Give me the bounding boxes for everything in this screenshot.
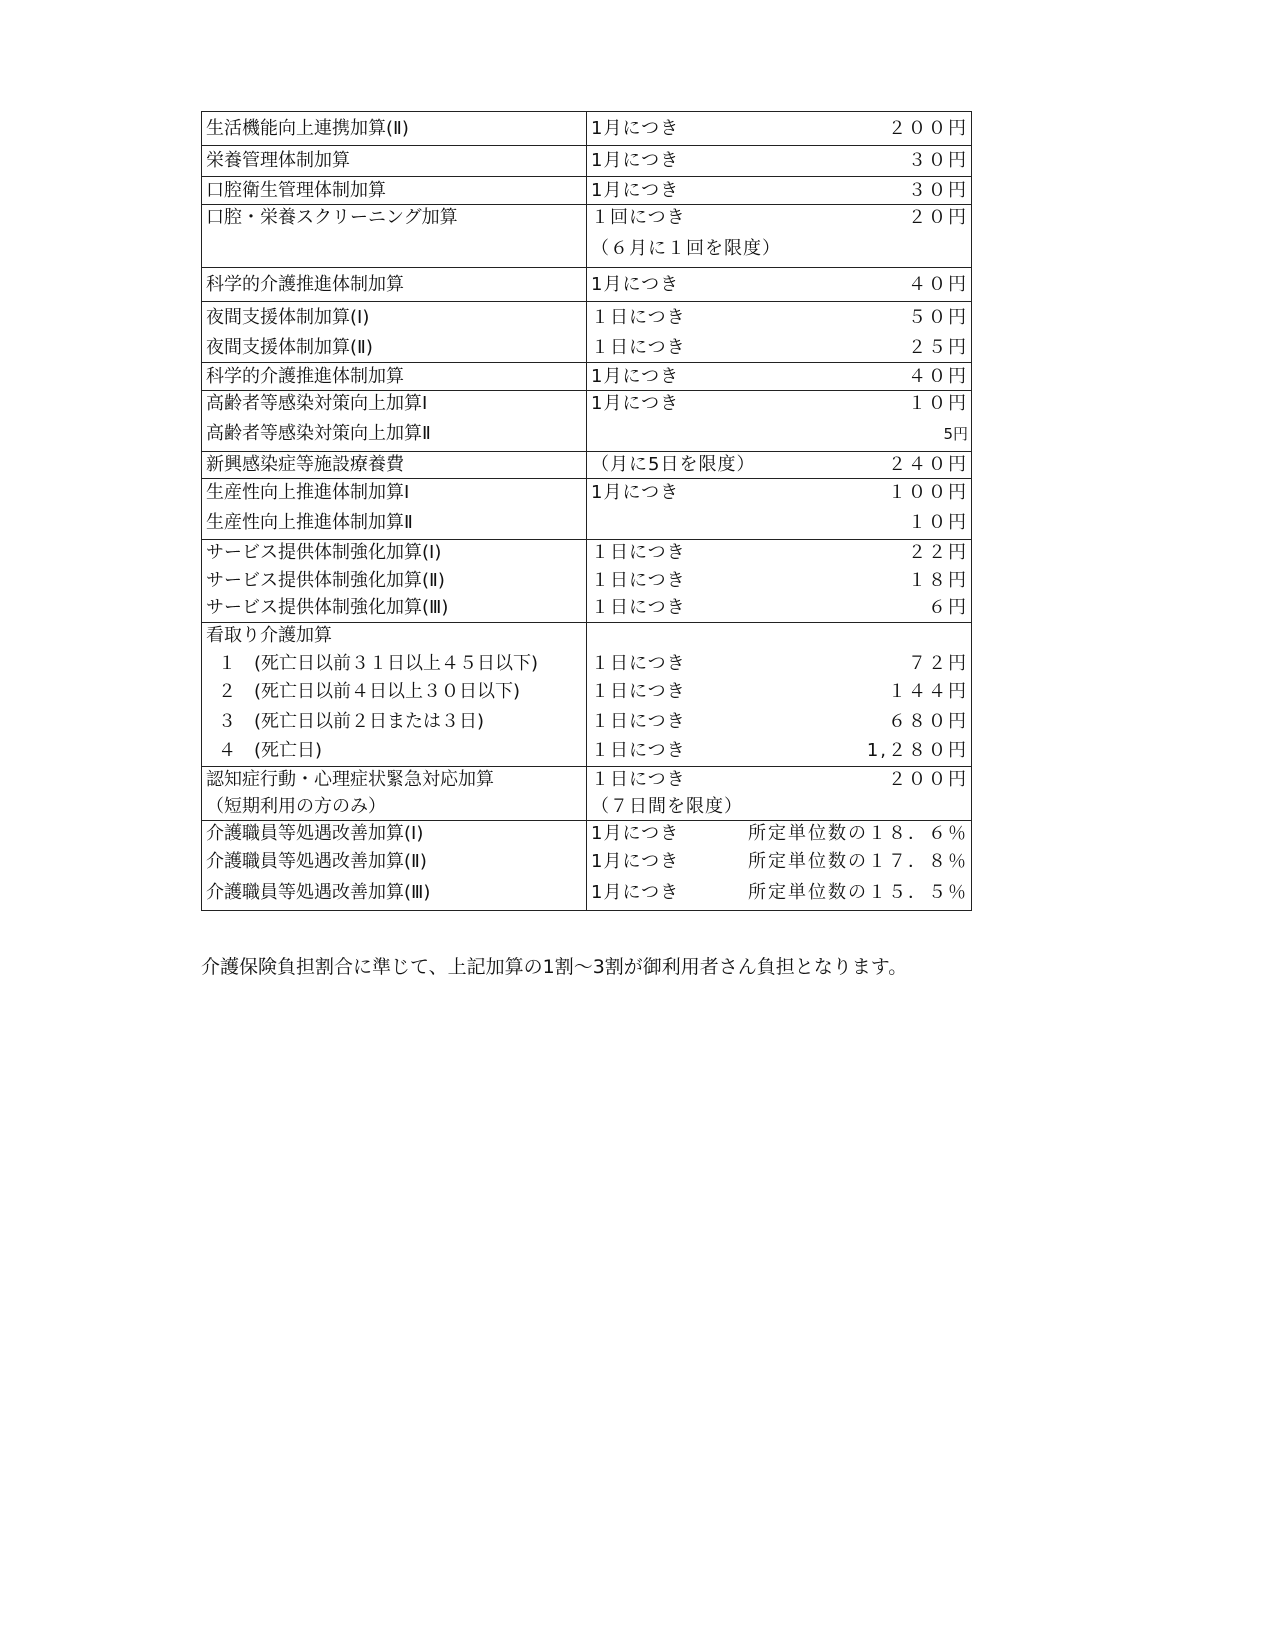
item-name-cell [202, 391, 587, 418]
fee-cell [587, 540, 972, 567]
table-row [202, 623, 972, 650]
table-row [202, 112, 972, 146]
table-row [202, 335, 972, 363]
table-row [202, 737, 972, 767]
table-row [202, 418, 972, 452]
fee-cell [587, 821, 972, 848]
item-name-cell [202, 848, 587, 876]
table-row [202, 177, 972, 205]
fee-cell [587, 678, 972, 707]
item-name-cell [202, 540, 587, 567]
item-name: ３ (死亡日以前２日または３日) [218, 710, 485, 732]
item-name: 高齢者等感染対策向上加算Ⅱ [206, 423, 431, 445]
fee-amount: ６８０円 [888, 710, 968, 732]
billing-unit: 1月につき [591, 117, 680, 139]
item-name-cell [202, 678, 587, 707]
fee-cell [587, 876, 972, 911]
item-name: 認知症行動・心理症状緊急対応加算 [206, 769, 494, 791]
table-row [202, 479, 972, 507]
item-name-cell [202, 821, 587, 848]
billing-unit: 1月につき [591, 850, 680, 872]
item-name-cell [202, 112, 587, 146]
fee-amount: ２５円 [908, 337, 968, 359]
item-name: 介護職員等処遇改善加算(Ⅲ) [206, 881, 431, 903]
fee-cell [587, 650, 972, 678]
fee-amount: １８円 [908, 569, 968, 591]
item-name-cell [202, 650, 587, 678]
fee-amount: ４０円 [908, 365, 968, 387]
fee-cell [587, 418, 972, 452]
item-name: 看取り介護加算 [206, 625, 332, 647]
table-row [202, 876, 972, 911]
fee-cell [587, 794, 972, 821]
fee-cell [587, 767, 972, 794]
fee-amount: ４０円 [908, 273, 968, 295]
billing-unit: （月に5日を限度） [591, 454, 756, 475]
billing-unit: １日につき [591, 307, 686, 329]
item-name-cell [202, 146, 587, 177]
billing-unit: １日につき [591, 681, 686, 702]
fee-amount: ２００円 [888, 117, 968, 139]
item-name: 口腔衛生管理体制加算 [206, 179, 386, 201]
fee-amount: １０円 [908, 511, 968, 533]
billing-unit: １回につき [591, 207, 686, 229]
table-row [202, 650, 972, 678]
table-row [202, 268, 972, 302]
fee-amount: １００円 [888, 481, 968, 503]
item-name-cell [202, 737, 587, 767]
item-name: 新興感染症等施設療養費 [206, 454, 404, 475]
fee-amount: １４４円 [888, 681, 968, 702]
billing-unit: 1月につき [591, 881, 680, 903]
fee-cell [587, 391, 972, 418]
item-name-cell [202, 595, 587, 623]
item-name: 介護職員等処遇改善加算(Ⅰ) [206, 823, 424, 845]
fee-cell [587, 707, 972, 737]
fee-amount: ７２円 [908, 652, 968, 674]
item-name: 生産性向上推進体制加算Ⅰ [206, 481, 410, 503]
item-name-cell [202, 363, 587, 391]
fee-cell [587, 335, 972, 363]
billing-unit: 1月につき [591, 273, 680, 295]
item-name: サービス提供体制強化加算(Ⅲ) [206, 597, 449, 619]
billing-unit: １日につき [591, 569, 686, 591]
billing-unit: 1月につき [591, 150, 680, 171]
item-name: 生産性向上推進体制加算Ⅱ [206, 511, 413, 533]
fee-amount: 所定単位数の１８．６％ [748, 823, 968, 845]
item-name: 口腔・栄養スクリーニング加算 [206, 207, 458, 229]
table-row [202, 540, 972, 567]
item-name: 介護職員等処遇改善加算(Ⅱ) [206, 850, 427, 872]
table-row [202, 391, 972, 418]
billing-unit: １日につき [591, 652, 686, 674]
table-row [202, 205, 972, 232]
fee-amount: ５０円 [908, 307, 968, 329]
item-name-cell [202, 876, 587, 911]
item-name: ４ (死亡日) [218, 740, 323, 762]
item-name-cell [202, 707, 587, 737]
item-name: 夜間支援体制加算(Ⅰ) [206, 307, 370, 329]
item-name-cell [202, 232, 587, 268]
table-row [202, 146, 972, 177]
item-name: １ (死亡日以前３１日以上４５日以下) [218, 652, 539, 674]
item-name: サービス提供体制強化加算(Ⅰ) [206, 542, 442, 564]
billing-unit: １日につき [591, 337, 686, 359]
table-row [202, 678, 972, 707]
table-row [202, 302, 972, 335]
item-name-cell [202, 479, 587, 507]
item-name-cell [202, 794, 587, 821]
fee-cell [587, 177, 972, 205]
item-name-cell [202, 205, 587, 232]
table-row [202, 767, 972, 794]
fee-amount: ２２円 [908, 542, 968, 564]
fee-cell [587, 623, 972, 650]
item-name: 夜間支援体制加算(Ⅱ) [206, 337, 373, 359]
item-name-cell [202, 452, 587, 479]
fee-cell [587, 146, 972, 177]
item-name-cell [202, 335, 587, 363]
fee-cell [587, 595, 972, 623]
item-name: サービス提供体制強化加算(Ⅱ) [206, 569, 445, 591]
fee-cell [587, 268, 972, 302]
billing-unit: １日につき [591, 769, 686, 791]
item-name-cell [202, 623, 587, 650]
table-row [202, 821, 972, 848]
item-name-cell [202, 418, 587, 452]
fee-amount: 所定単位数の１５．５％ [748, 881, 968, 903]
table-row [202, 452, 972, 479]
fee-cell [587, 232, 972, 268]
item-name: 科学的介護推進体制加算 [206, 365, 404, 387]
fee-amount: １０円 [908, 393, 968, 415]
fee-cell [587, 567, 972, 595]
table-row [202, 507, 972, 540]
fee-cell [587, 112, 972, 146]
billing-unit: １日につき [591, 542, 686, 564]
item-name: 科学的介護推進体制加算 [206, 273, 404, 295]
billing-unit: １日につき [591, 597, 686, 619]
item-name-cell [202, 302, 587, 335]
billing-unit: １日につき [591, 740, 686, 762]
fee-amount: ６円 [928, 597, 968, 619]
fee-cell [587, 205, 972, 232]
fee-amount: ３０円 [908, 179, 968, 201]
table-row [202, 707, 972, 737]
table-row [202, 567, 972, 595]
fee-amount: ２００円 [888, 769, 968, 791]
billing-unit: （６月に１回を限度） [591, 238, 781, 260]
fee-cell [587, 848, 972, 876]
fee-amount: ２４０円 [888, 454, 968, 475]
fee-cell [587, 452, 972, 479]
item-name: 高齢者等感染対策向上加算Ⅰ [206, 393, 428, 415]
fee-amount: ３０円 [908, 150, 968, 171]
billing-unit: 1月につき [591, 393, 680, 415]
fee-table [201, 111, 972, 911]
billing-unit: １日につき [591, 710, 686, 732]
item-name-cell [202, 507, 587, 540]
table-row [202, 363, 972, 391]
item-name-cell [202, 177, 587, 205]
fee-cell [587, 363, 972, 391]
item-name: 生活機能向上連携加算(Ⅱ) [206, 117, 409, 139]
fee-cell [587, 479, 972, 507]
fee-cell [587, 737, 972, 767]
fee-amount: ２０円 [908, 207, 968, 229]
fee-amount: 所定単位数の１７．８％ [748, 850, 968, 872]
table-row [202, 848, 972, 876]
item-name: 栄養管理体制加算 [206, 150, 350, 171]
item-name-cell [202, 268, 587, 302]
billing-unit: 1月につき [591, 823, 680, 845]
billing-unit: 1月につき [591, 481, 680, 503]
item-name-cell [202, 567, 587, 595]
item-name: ２ (死亡日以前４日以上３０日以下) [218, 681, 521, 702]
fee-table-body [202, 112, 972, 911]
billing-unit: 1月につき [591, 179, 680, 201]
billing-unit: （７日間を限度） [591, 795, 743, 817]
fee-amount: 1,２８０円 [866, 740, 968, 762]
fee-cell [587, 507, 972, 540]
fee-cell [587, 302, 972, 335]
billing-unit: 1月につき [591, 365, 680, 387]
table-row [202, 794, 972, 821]
item-name: （短期利用の方のみ） [206, 795, 386, 817]
footnote: 介護保険負担割合に準じて、上記加算の1割～3割が御利用者さん負担となります。 [201, 956, 908, 978]
item-name-cell [202, 767, 587, 794]
table-row [202, 232, 972, 268]
table-row [202, 595, 972, 623]
fee-amount: 5円 [943, 424, 968, 443]
